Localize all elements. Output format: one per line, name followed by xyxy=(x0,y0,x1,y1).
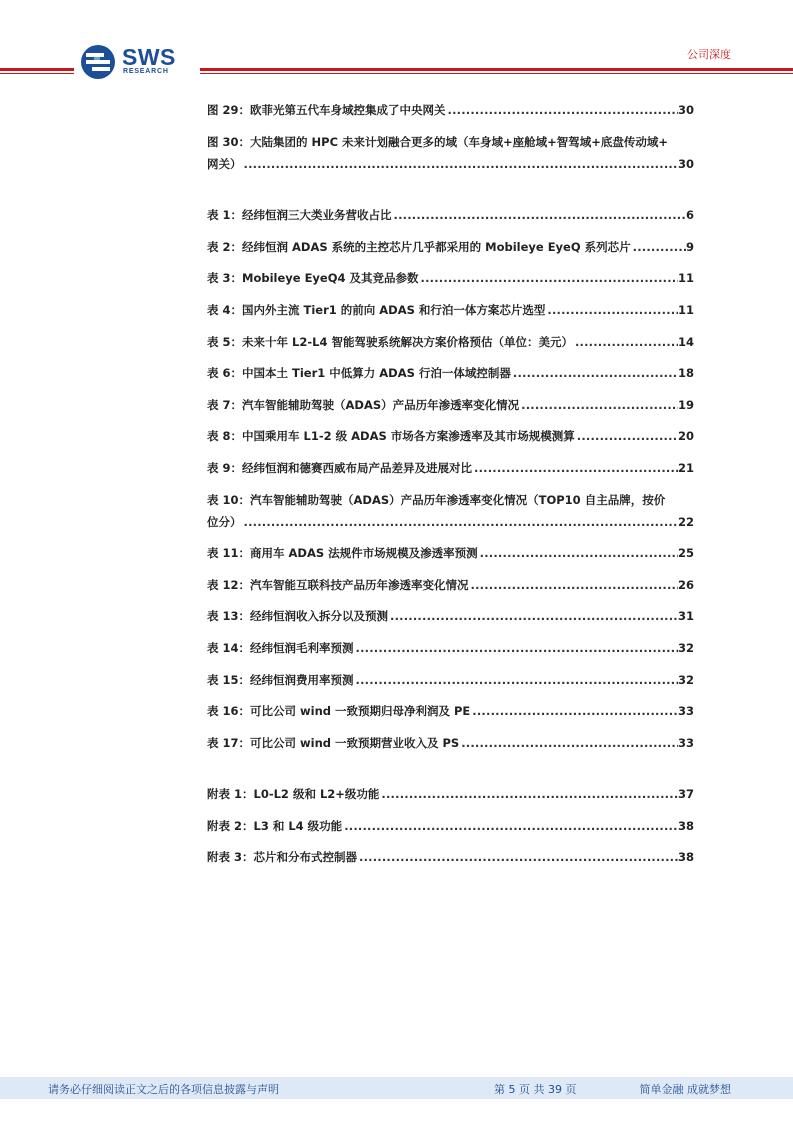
toc-entry-appendix-3[interactable] xyxy=(207,846,694,868)
toc-entry-label: 表 8：中国乘用车 L1-2 级 ADAS 市场各方案渗透率及其市场规模测算 xyxy=(207,429,575,444)
toc-entry-table-11[interactable] xyxy=(207,542,694,564)
header-rule-left-thin xyxy=(0,73,74,74)
toc-leader-dots xyxy=(354,669,678,691)
toc-entry-table-10[interactable] xyxy=(207,489,694,533)
toc-entry-page: 21 xyxy=(677,460,694,475)
toc-entry-label: 附表 1：L0-L2 级和 L2+级功能 xyxy=(207,787,380,802)
toc-entry-figure-30[interactable] xyxy=(207,131,694,175)
toc-entry-page: 18 xyxy=(677,366,694,381)
toc-entry-label: 表 6：中国本土 Tier1 中低算力 ADAS 行泊一体域控制器 xyxy=(207,366,511,381)
report-category: 公司深度 xyxy=(687,48,731,61)
toc-entry-label: 表 1：经纬恒润三大类业务营收占比 xyxy=(207,208,392,223)
toc-entry-page: 37 xyxy=(677,787,694,802)
toc-entry-page: 32 xyxy=(677,672,694,687)
toc-entry-label: 附表 2：L3 和 L4 级功能 xyxy=(207,818,343,833)
toc-entry-label: 表 4：国内外主流 Tier1 的前向 ADAS 和行泊一体方案芯片选型 xyxy=(207,302,546,317)
toc-leader-dots xyxy=(242,153,678,175)
header-rule-left xyxy=(0,68,74,71)
toc-entry-page: 11 xyxy=(677,271,694,286)
toc-entry-table-13[interactable] xyxy=(207,605,694,627)
toc-entry-table-6[interactable] xyxy=(207,362,694,384)
toc-leader-dots xyxy=(379,783,678,805)
toc-entry-appendix-2[interactable] xyxy=(207,815,694,837)
logo-subtext: RESEARCH xyxy=(123,68,169,75)
toc-entry-page: 26 xyxy=(677,577,694,592)
toc-entry-page: 6 xyxy=(685,208,694,223)
page-number: 第 5 页 共 39 页 xyxy=(494,1083,577,1096)
toc-entry-page: 38 xyxy=(677,818,694,833)
sws-logo-icon xyxy=(80,44,116,80)
toc-entry-table-16[interactable] xyxy=(207,700,694,722)
toc-entry-label: 表 5：未来十年 L2-L4 智能驾驶系统解决方案价格预估（单位：美元） xyxy=(207,334,573,349)
toc-leader-dots xyxy=(392,204,686,226)
toc-entry-page: 33 xyxy=(677,704,694,719)
toc-entry-label: 表 13：经纬恒润收入拆分以及预测 xyxy=(207,609,389,624)
toc-leader-dots xyxy=(519,394,678,416)
toc-leader-dots xyxy=(470,700,678,722)
toc-entry-page: 33 xyxy=(677,735,694,750)
toc-entry-label-line2: 位分） xyxy=(207,514,242,529)
toc-entry-table-4[interactable] xyxy=(207,299,694,321)
toc-leader-dots xyxy=(573,331,678,353)
toc-entry-table-1[interactable] xyxy=(207,204,694,226)
toc-entry-table-9[interactable] xyxy=(207,457,694,479)
toc-entry-label-line1: 图 30：大陆集团的 HPC 未来计划融合更多的域（车身域+座舱域+智驾域+底盘传动域+ xyxy=(207,134,669,149)
toc-entry-page: 14 xyxy=(677,334,694,349)
toc-entry-page: 32 xyxy=(677,640,694,655)
toc-entry-page: 31 xyxy=(677,609,694,624)
toc-entry-page: 25 xyxy=(677,546,694,561)
toc-leader-dots xyxy=(469,574,678,596)
toc-leader-dots xyxy=(472,457,678,479)
disclosure-notice: 请务必仔细阅读正文之后的各项信息披露与声明 xyxy=(48,1083,279,1096)
toc-leader-dots xyxy=(575,425,678,447)
toc-entry-figure-29[interactable] xyxy=(207,99,694,121)
table-of-contents xyxy=(207,99,694,878)
toc-entry-label: 表 3：Mobileye EyeQ4 及其竞品参数 xyxy=(207,271,419,286)
toc-entry-page: 19 xyxy=(677,397,694,412)
toc-entry-table-5[interactable] xyxy=(207,331,694,353)
toc-leader-dots xyxy=(357,846,678,868)
toc-entry-label: 表 9：经纬恒润和德赛西威布局产品差异及进展对比 xyxy=(207,460,473,475)
page-footer xyxy=(0,1077,793,1099)
toc-leader-dots xyxy=(446,99,678,121)
logo-text: SWS xyxy=(122,44,176,70)
toc-entry-label: 附表 3：芯片和分布式控制器 xyxy=(207,850,358,865)
toc-entry-table-15[interactable] xyxy=(207,669,694,691)
section-gap xyxy=(207,184,694,204)
toc-leader-dots xyxy=(242,511,678,533)
toc-entry-label: 表 14：经纬恒润毛利率预测 xyxy=(207,640,354,655)
toc-entry-label: 图 29：欧菲光第五代车身域控集成了中央网关 xyxy=(207,103,446,117)
toc-entry-table-12[interactable] xyxy=(207,574,694,596)
toc-entry-label: 表 16：可比公司 wind 一致预期归母净利润及 PE xyxy=(207,704,471,719)
toc-entry-page: 30 xyxy=(677,156,694,171)
toc-entry-appendix-1[interactable] xyxy=(207,783,694,805)
company-slogan: 简单金融 成就梦想 xyxy=(639,1083,731,1096)
toc-entry-label: 表 7：汽车智能辅助驾驶（ADAS）产品历年渗透率变化情况 xyxy=(207,397,520,412)
toc-entry-table-3[interactable] xyxy=(207,267,694,289)
toc-entry-page: 38 xyxy=(677,850,694,865)
toc-entry-page: 11 xyxy=(677,302,694,317)
toc-entry-label: 表 12：汽车智能互联科技产品历年渗透率变化情况 xyxy=(207,577,469,592)
toc-leader-dots xyxy=(388,605,678,627)
toc-entry-table-2[interactable] xyxy=(207,236,694,258)
toc-leader-dots xyxy=(459,732,678,754)
toc-entry-page: 20 xyxy=(677,429,694,444)
toc-entry-page: 22 xyxy=(677,514,694,529)
toc-leader-dots xyxy=(354,637,678,659)
toc-entry-label-line2: 网关） xyxy=(207,156,242,171)
toc-entry-table-17[interactable] xyxy=(207,732,694,754)
toc-entry-label: 表 2：经纬恒润 ADAS 系统的主控芯片几乎都采用的 Mobileye EyeQ 系列芯片 xyxy=(207,239,631,254)
toc-entry-label: 表 17：可比公司 wind 一致预期营业收入及 PS xyxy=(207,735,460,750)
toc-entry-table-8[interactable] xyxy=(207,425,694,447)
toc-leader-dots xyxy=(342,815,678,837)
header-rule-right xyxy=(200,68,793,71)
toc-entry-label-line1: 表 10：汽车智能辅助驾驶（ADAS）产品历年渗透率变化情况（TOP10 自主品牌，按价 xyxy=(207,492,666,507)
sws-logo xyxy=(80,44,180,80)
section-gap xyxy=(207,763,694,783)
toc-entry-table-14[interactable] xyxy=(207,637,694,659)
toc-entry-page: 30 xyxy=(677,103,694,117)
toc-leader-dots xyxy=(419,267,678,289)
toc-leader-dots xyxy=(631,236,686,258)
toc-entry-label: 表 15：经纬恒润费用率预测 xyxy=(207,672,354,687)
toc-entry-page: 9 xyxy=(685,239,694,254)
toc-entry-table-7[interactable] xyxy=(207,394,694,416)
toc-leader-dots xyxy=(545,299,678,321)
header-rule-right-thin xyxy=(200,73,793,74)
toc-entry-label: 表 11：商用车 ADAS 法规件市场规模及渗透率预测 xyxy=(207,546,478,561)
toc-leader-dots xyxy=(511,362,678,384)
toc-leader-dots xyxy=(478,542,678,564)
